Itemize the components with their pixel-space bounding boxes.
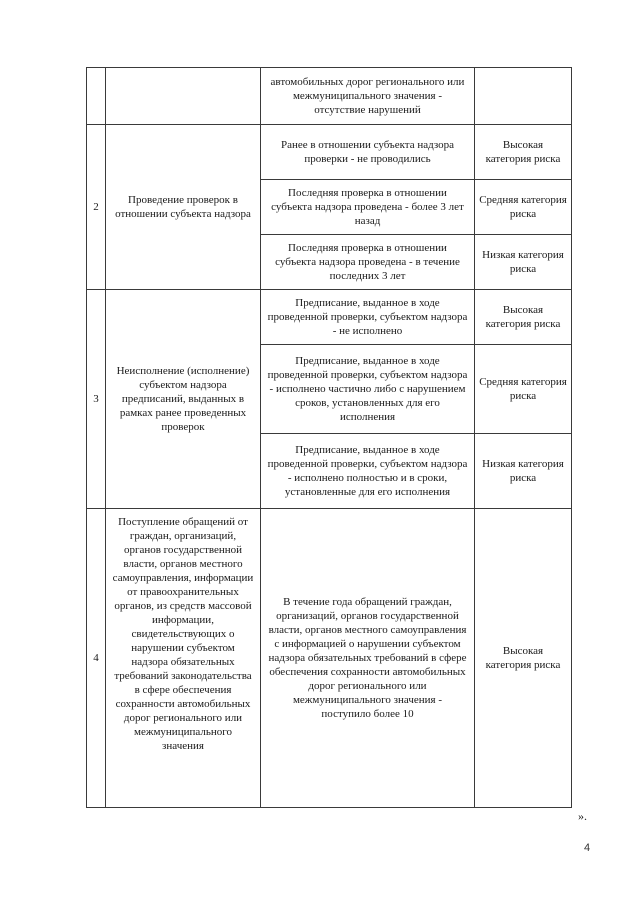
page-number: 4 xyxy=(584,842,591,854)
condition-cell: Ранее в отношении субъекта надзора проверки - не проводились xyxy=(261,125,475,180)
table-row xyxy=(87,290,572,345)
risk-category-cell: Средняя категория риска xyxy=(475,180,572,235)
condition-cell: Предписание, выданное в ходе проведенной проверки, субъектом надзора - не исполнено xyxy=(261,290,475,345)
risk-category-cell: Высокая категория риска xyxy=(475,509,572,808)
criterion-name-cell: Проведение проверок в отношении субъекта надзора xyxy=(106,125,261,290)
table-row xyxy=(87,125,572,180)
risk-category-cell: Высокая категория риска xyxy=(475,125,572,180)
closing-quote-mark: ». xyxy=(578,809,587,823)
condition-cell: Предписание, выданное в ходе проведенной проверки, субъектом надзора - исполнено частично либо с нарушением сроков, установленных для его исполнения xyxy=(261,345,475,434)
risk-category-cell: Средняя категория риска xyxy=(475,345,572,434)
criterion-name-cell xyxy=(106,68,261,125)
row-number-cell: 4 xyxy=(87,509,106,808)
row-number-cell: 2 xyxy=(87,125,106,290)
criterion-name-cell: Неисполнение (исполнение) субъектом надзора предписаний, выданных в рамках ранее проведенных проверок xyxy=(106,290,261,509)
risk-category-cell: Низкая категория риска xyxy=(475,434,572,509)
row-number-cell xyxy=(87,68,106,125)
table-row xyxy=(87,509,572,808)
condition-cell: Последняя проверка в отношении субъекта надзора проведена - в течение последних 3 лет xyxy=(261,235,475,290)
risk-category-cell: Низкая категория риска xyxy=(475,235,572,290)
row-number-cell: 3 xyxy=(87,290,106,509)
condition-cell: автомобильных дорог регионального или межмуниципального значения - отсутствие нарушений xyxy=(261,68,475,125)
criterion-name-cell: Поступление обращений от граждан, организаций, органов государственной власти, органов местного самоуправления, информации от правоохранительных органов, из средств массовой информации, свидетельствующих о нарушении субъектом надзора обязательных требований законодательства в сфере обеспечения сохранности автомобильных дорог регионального или межмуниципального значения xyxy=(106,509,261,808)
risk-category-cell xyxy=(475,68,572,125)
table-row xyxy=(87,68,572,125)
condition-cell: В течение года обращений граждан, организаций, органов государственной власти, органов местного самоуправления с информацией о нарушении субъектом надзора обязательных требований в сфере обеспечения сохранности автомобильных дорог регионального или межмуниципального значения - поступило более 10 xyxy=(261,509,475,808)
condition-cell: Предписание, выданное в ходе проведенной проверки, субъектом надзора - исполнено полностью и в сроки, установленные для его исполнения xyxy=(261,434,475,509)
condition-cell: Последняя проверка в отношении субъекта надзора проведена - более 3 лет назад xyxy=(261,180,475,235)
risk-criteria-table xyxy=(86,67,572,808)
risk-category-cell: Высокая категория риска xyxy=(475,290,572,345)
